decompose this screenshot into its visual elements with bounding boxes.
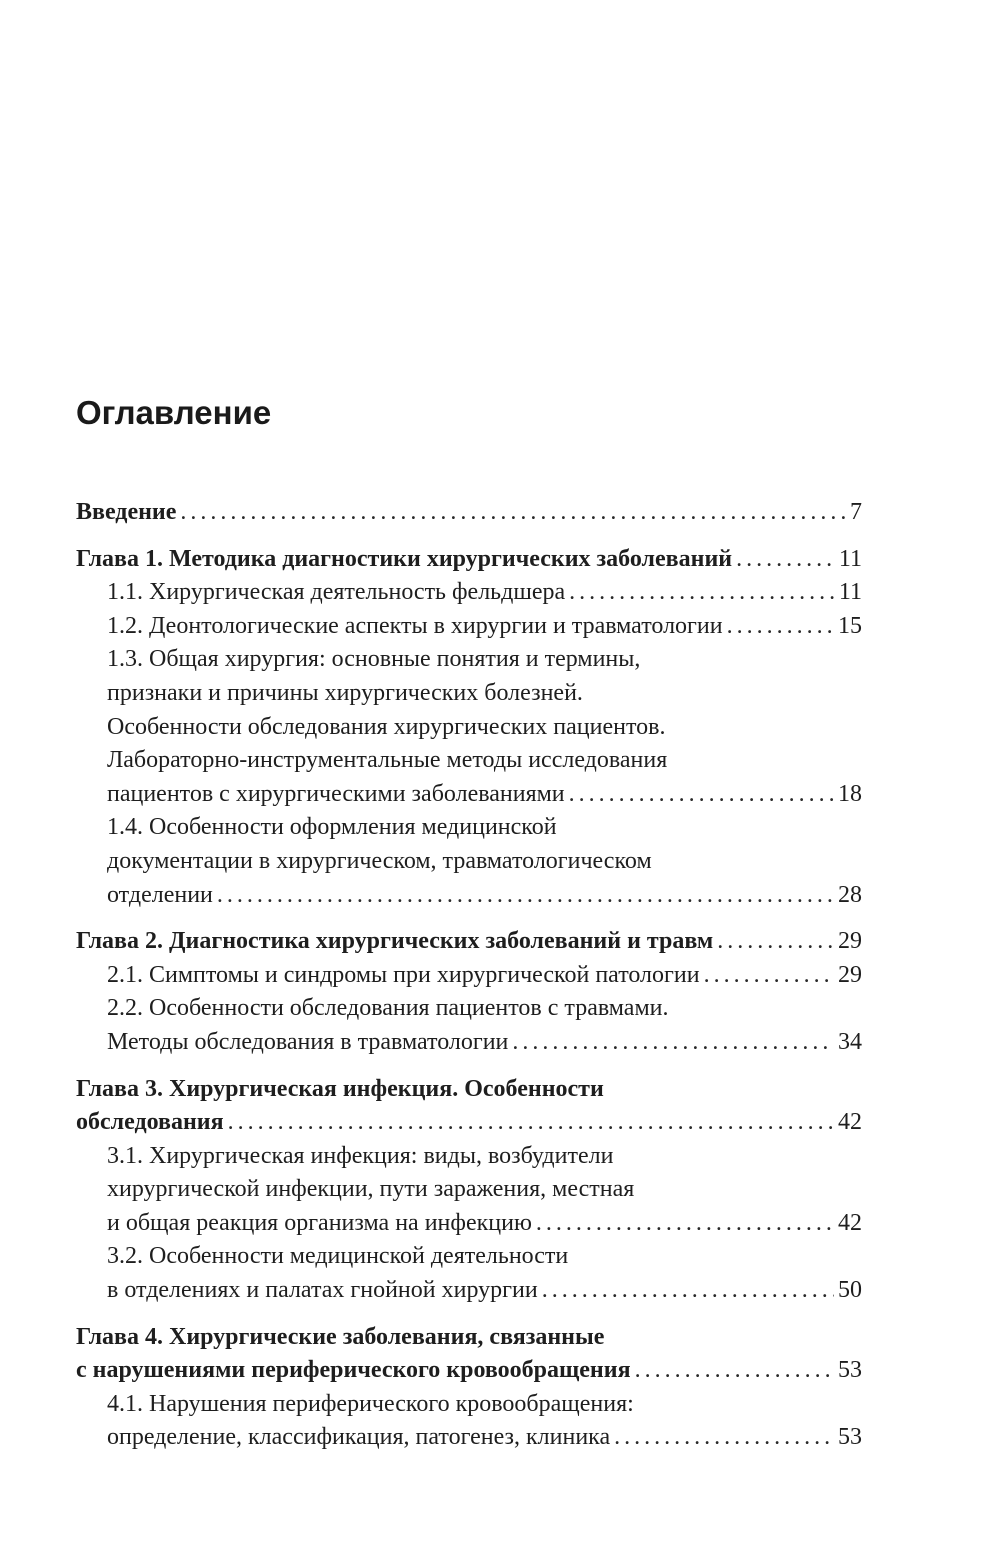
entry-last-line [107,610,862,644]
dot-leader [569,576,835,610]
dot-leader [635,1354,834,1388]
chapter-group [76,1321,862,1455]
dot-leader [228,1106,834,1140]
section-entry[interactable] [76,1240,862,1307]
chapter-heading-entry[interactable] [76,925,862,959]
entry-last-line [107,778,862,812]
section-entry[interactable] [76,992,862,1059]
entry-text-line: 1.3. Общая хирургия: основные понятия и термины, [107,646,641,673]
entry-text-line: в отделениях и палатах гнойной хирургии [107,1277,538,1304]
section-entry[interactable] [76,576,862,610]
entry-last-line [107,1421,862,1455]
dot-leader [727,610,834,644]
entry-text-line: Особенности обследования хирургических пациентов. [107,713,666,740]
dot-leader [569,778,834,812]
page-number: 42 [838,1109,862,1136]
entry-text-line: 3.2. Особенности медицинской деятельности [107,1243,569,1270]
page-number: 53 [838,1424,862,1451]
section-entry[interactable] [76,959,862,993]
entry-text-line: определение, классификация, патогенез, клиника [107,1424,611,1451]
entry-text-line: 1.1. Хирургическая деятельность фельдшера [107,579,566,606]
entry-text-line: обследования [76,1109,224,1136]
page-number: 29 [838,928,862,955]
entry-text-line: Введение [76,499,177,525]
entry-text-line: Глава 1. Методика диагностики хирургических заболеваний [76,545,733,572]
page-number: 50 [838,1277,862,1304]
entry-text-line: 3.1. Хирургическая инфекция: виды, возбудители [107,1142,614,1169]
page-number: 15 [838,612,862,639]
section-entry[interactable] [76,643,862,811]
dot-leader [542,1274,834,1308]
section-entry[interactable] [76,1140,862,1241]
dot-leader [512,1026,834,1060]
chapter-group [76,496,862,530]
section-entry[interactable] [76,1388,862,1455]
section-entry[interactable] [76,610,862,644]
toc-page [76,388,862,1468]
page-number: 11 [838,545,862,572]
dot-leader [536,1207,834,1241]
entry-text-line: признаки и причины хирургических болезней. [107,679,583,706]
page-number: 7 [850,499,862,525]
entry-text-line: 1.2. Деонтологические аспекты в хирургии и травматологии [107,612,723,639]
chapter-group [76,1073,862,1308]
entry-text-line: Глава 4. Хирургические заболевания, связанные [76,1323,605,1350]
entry-text-line: Глава 3. Хирургическая инфекция. Особенности [76,1075,604,1102]
entry-text-line: отделении [107,881,213,908]
dot-leader [217,879,834,913]
entry-last-line [107,1207,862,1241]
entry-last-line [107,576,862,610]
chapter-heading-entry[interactable] [76,1321,862,1388]
entry-text-line: 2.2. Особенности обследования пациентов с травмами. [107,995,669,1022]
entry-text-line: 2.1. Симптомы и синдромы при хирургической патологии [107,961,700,988]
entry-text-line: хирургической инфекции, пути заражения, местная [107,1176,635,1203]
entry-last-line [107,879,862,913]
entry-text-line: 4.1. Нарушения периферического кровообращения: [107,1390,634,1417]
chapter-heading-entry[interactable] [76,1073,862,1140]
page-title: Оглавление [76,394,272,431]
page-number: 42 [838,1209,862,1236]
table-of-contents [76,496,862,1455]
entry-last-line [76,1354,862,1388]
section-entry[interactable] [76,811,862,912]
entry-last-line [107,1274,862,1308]
dot-leader [614,1421,834,1455]
dot-leader [180,496,846,530]
entry-last-line [76,1106,862,1140]
dot-leader [736,543,835,577]
entry-last-line [107,959,862,993]
entry-last-line [76,496,862,530]
chapter-heading-entry[interactable] [76,496,862,530]
chapter-group [76,543,862,913]
entry-text-line: документации в хирургическом, травматологическом [107,847,652,874]
entry-text-line: с нарушениями периферического кровообращения [76,1357,631,1384]
dot-leader [717,925,834,959]
page-number: 11 [838,579,862,606]
page-number: 34 [838,1028,862,1055]
page-number: 28 [838,881,862,908]
page-number: 53 [838,1357,862,1384]
entry-text-line: Лабораторно-инструментальные методы исследования [107,747,668,774]
page-number: 18 [838,780,862,807]
entry-text-line: 1.4. Особенности оформления медицинской [107,814,557,841]
dot-leader [704,959,834,993]
entry-text-line: Методы обследования в травматологии [107,1028,509,1055]
entry-last-line [76,543,862,577]
entry-text-line: Глава 2. Диагностика хирургических заболеваний и травм [76,928,714,955]
chapter-heading-entry[interactable] [76,543,862,577]
entry-last-line [107,1026,862,1060]
page-number: 29 [838,961,862,988]
entry-text-line: и общая реакция организма на инфекцию [107,1209,532,1236]
entry-last-line [76,925,862,959]
chapter-group [76,925,862,1059]
entry-text-line: пациентов с хирургическими заболеваниями [107,780,565,807]
